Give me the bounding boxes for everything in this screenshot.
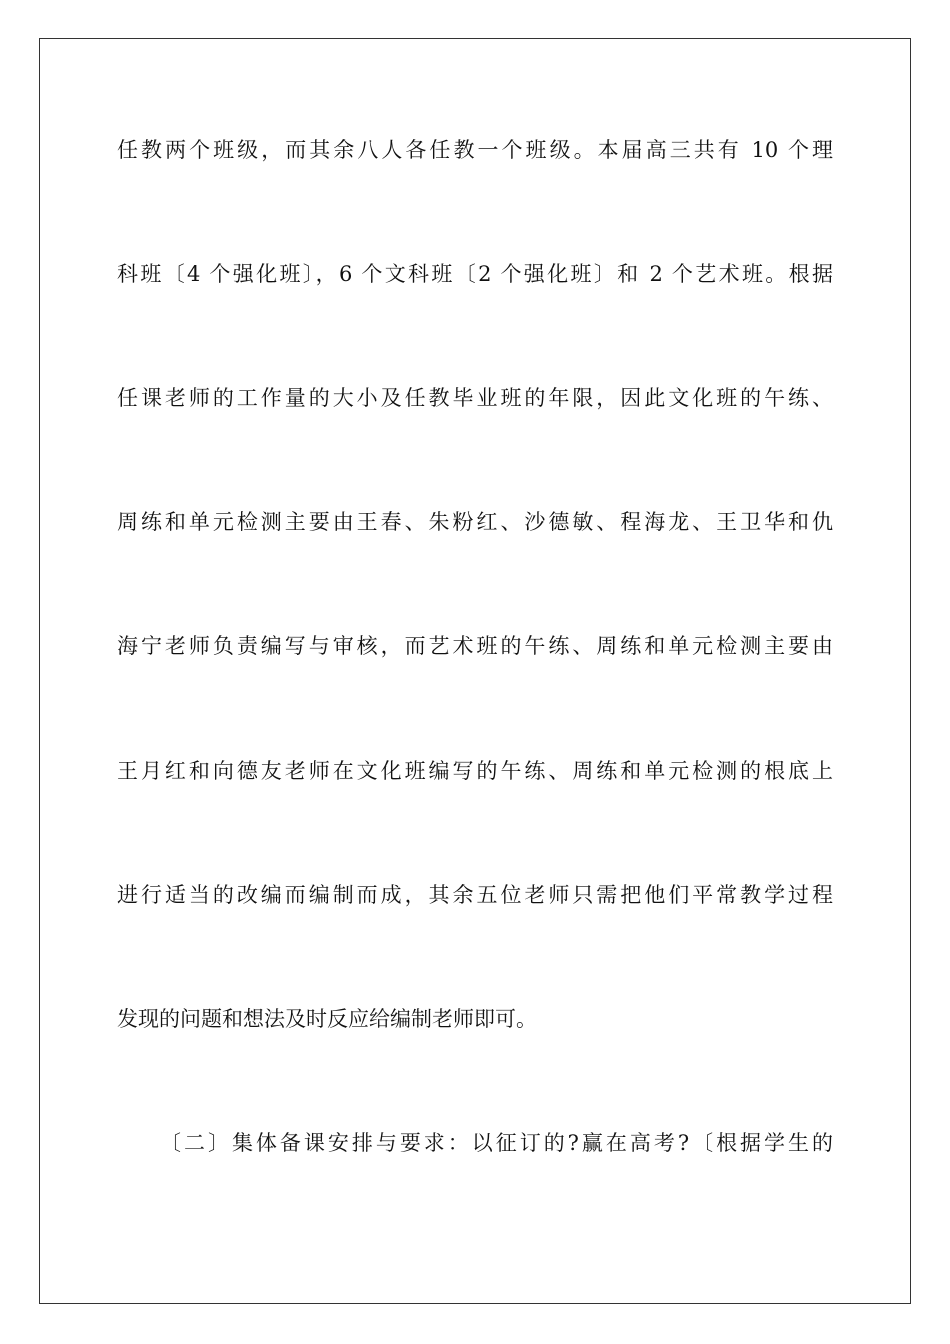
paragraph-line-7: 进行适当的改编而编制而成，其余五位老师只需把他们平常教学过程 (117, 883, 833, 907)
paragraph-line-5: 海宁老师负责编写与审核，而艺术班的午练、周练和单元检测主要由 (117, 634, 833, 658)
section-heading-line: 〔二〕集体备课安排与要求：以征订的?赢在高考?〔根据学生的 (160, 1131, 833, 1155)
paragraph-line-4: 周练和单元检测主要由王春、朱粉红、沙德敏、程海龙、王卫华和仇 (117, 510, 833, 534)
paragraph-line-2: 科班〔4 个强化班〕，6 个文科班〔2 个强化班〕和 2 个艺术班。根据 (117, 262, 833, 286)
page-border (39, 38, 911, 1304)
paragraph-line-6: 王月红和向德友老师在文化班编写的午练、周练和单元检测的根底上 (117, 759, 833, 783)
paragraph-line-8: 发现的问题和想法及时反应给编制老师即可。 (117, 1007, 537, 1031)
paragraph-line-3: 任课老师的工作量的大小及任教毕业班的年限，因此文化班的午练、 (117, 386, 833, 410)
paragraph-line-1: 任教两个班级，而其余八人各任教一个班级。本届高三共有 10 个理 (117, 138, 833, 162)
